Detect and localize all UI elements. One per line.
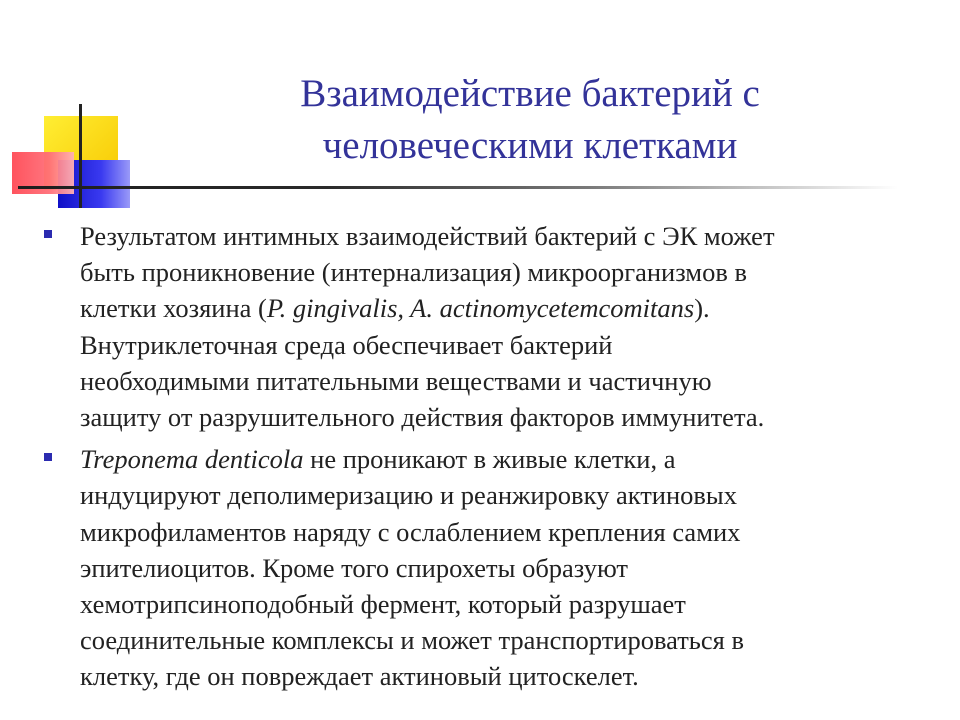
- text-line: [80, 441, 924, 477]
- species-name: Treponema denticola: [80, 444, 304, 475]
- text-line: Внутриклеточная среда обеспечивает бактерий: [80, 329, 613, 360]
- text-line: Результатом интимных взаимодействий бактерий с ЭК может: [80, 221, 775, 251]
- text-run: не проникают в живые клетки, а: [303, 444, 676, 475]
- text-run: клетки хозяина (: [80, 293, 267, 324]
- text-line: необходимыми питательными веществами и частичную: [80, 365, 712, 396]
- text-run: ).: [694, 293, 710, 324]
- title-underline-rule: [18, 186, 898, 189]
- text-line: соединительные комплексы и может транспортироваться в: [80, 625, 744, 656]
- bullet-square-icon: [44, 230, 52, 238]
- title-line-2: человеческими клетками: [322, 124, 738, 167]
- vertical-rule: [79, 104, 82, 208]
- text-line: защиту от разрушительного действия факторов иммунитета.: [80, 402, 765, 433]
- bullet-item-1: [44, 218, 924, 435]
- text-line: хемотрипсиноподобный фермент, который разрушает: [80, 589, 686, 620]
- text-line: клетку, где он повреждает актиновый цитоскелет.: [80, 661, 639, 692]
- bullet-item-2: [44, 441, 924, 694]
- text-line: быть проникновение (интернализация) микроорганизмов в: [80, 257, 747, 288]
- text-line: эпителиоцитов. Кроме того спирохеты образуют: [80, 552, 628, 583]
- slide-content: [44, 218, 924, 701]
- species-names: P. gingivalis, A. actinomycetemcomitans: [266, 293, 695, 324]
- bullet-square-icon: [44, 453, 52, 461]
- text-line: микрофиламентов наряду с ослаблением крепления самих: [80, 516, 741, 547]
- title-line-1: Взаимодействие бактерий с: [300, 72, 760, 115]
- text-line: [80, 290, 924, 326]
- text-line: индуцируют деполимеризацию и реанжировку актиновых: [80, 480, 737, 511]
- slide-title: [200, 68, 860, 172]
